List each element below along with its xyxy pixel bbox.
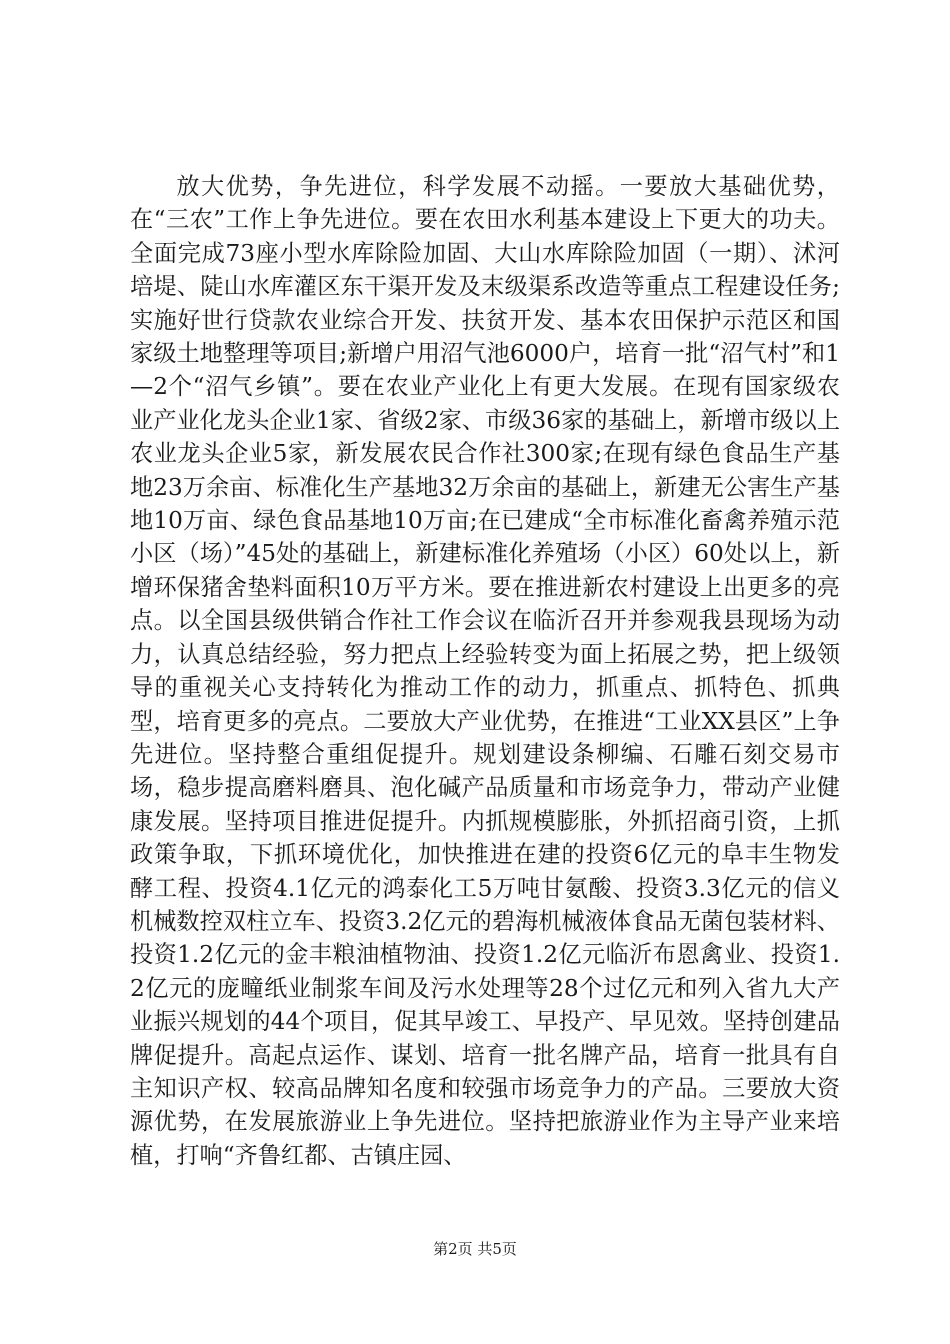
body-paragraph: 放大优势，争先进位，科学发展不动摇。一要放大基础优势，在“三农”工作上争先进位。要在农田水利基本建设上下更大的功夫。全面完成73座小型水库除险加固、大山水库除险加固（一期）、沭河培堤、陡山水库灌区东干渠开发及末级渠系改造等重点工程建设任务;实施好世行贷款农业综合开发、扶贫开发、基本农田保护示范区和国家级土地整理等项目;新增户用沼气池6000户，培育一批“沼气村”和1—2个“沼气乡镇”。要在农业产业化上有更大发展。在现有国家级农业产业化龙头企业1家、省级2家、市级36家的基础上，新增市级以上农业龙头企业5家，新发展农民合作社300家;在现有绿色食品生产基地23万余亩、标准化生产基地32万余亩的基础上，新建无公害生产基地10万亩、绿色食品基地10万亩;在已建成“全市标准化畜禽养殖示范小区（场）”45处的基础上，新建标准化养殖场（小区）60处以上，新增环保猪舍垫料面积10万平方米。要在推进新农村建设上出更多的亮点。以全国县级供销合作社工作会议在临沂召开并参观我县现场为动力，认真总结经验，努力把点上经验转变为面上拓展之势，把上级领导的重视关心支持转化为推动工作的动力，抓重点、抓特色、抓典型，培育更多的亮点。二要放大产业优势，在推进“工业XX县区”上争先进位。坚持整合重组促提升。规划建设条柳编、石雕石刻交易市场，稳步提高磨料磨具、泡化碱产品质量和市场竞争力，带动产业健康发展。坚持项目推进促提升。内抓规模膨胀，外抓招商引资，上抓政策争取，下抓环境优化，加快推进在建的投资6亿元的阜丰生物发酵工程、投资4.1亿元的鸿泰化工5万吨甘氨酸、投资3.3亿元的信义机械数控双柱立车、投资3.2亿元的碧海机械液体食品无菌包装材料、投资1.2亿元的金丰粮油植物油、投资1.2亿元临沂布恩禽业、投资1.2亿元的庞疃纸业制浆车间及污水处理等28个过亿元和列入省九大产业振兴规划的44个项目，促其早竣工、早投产、早见效。坚持创建品牌促提升。高起点运作、谋划、培育一批名牌产品，培育一批具有自主知识产权、较高品牌知名度和较强市场竞争力的产品。三要放大资源优势，在发展旅游业上争先进位。坚持把旅游业作为主导产业来培植，打响“齐鲁红都、古镇庄园、: [130, 173, 840, 1169]
page-number-footer: 第2页 共5页: [433, 1240, 517, 1258]
